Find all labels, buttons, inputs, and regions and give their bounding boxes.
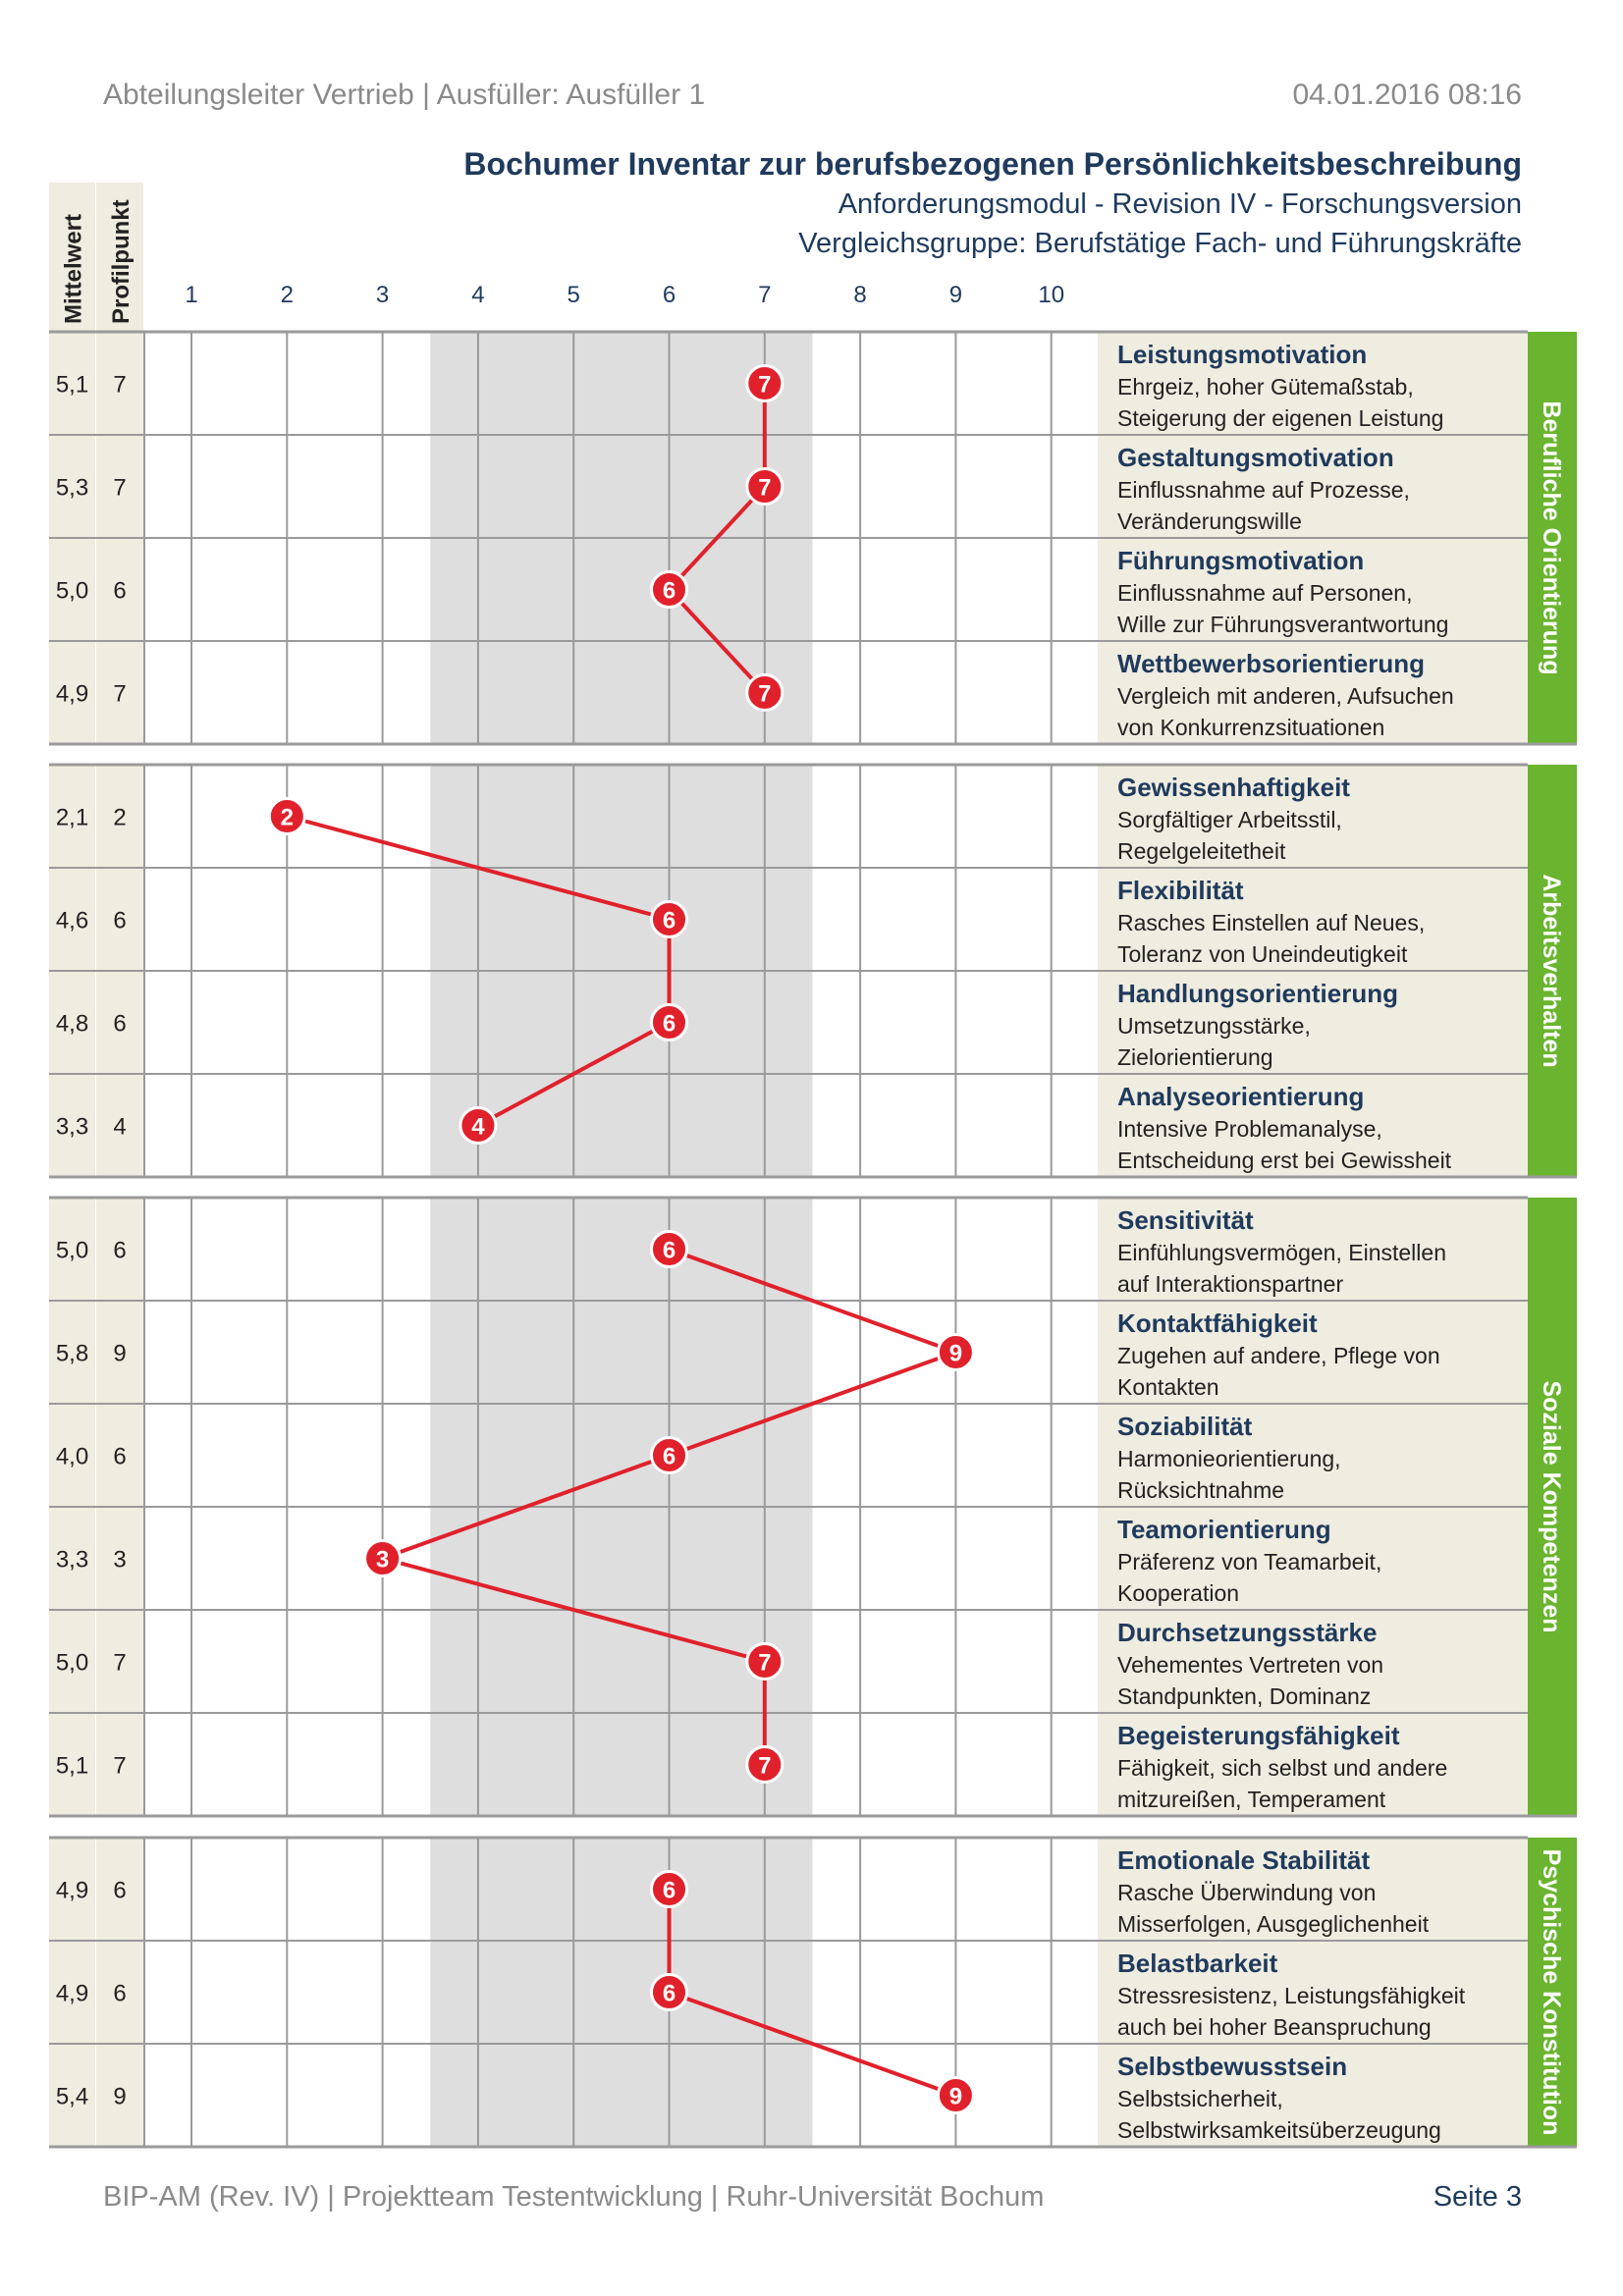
profile-value: 7: [113, 371, 127, 399]
scale-tick-label: 10: [1038, 282, 1065, 308]
mean-value: 5,0: [55, 1649, 89, 1677]
profile-value: 6: [113, 1443, 127, 1470]
scale-name: Handlungsorientierung: [1117, 979, 1398, 1008]
profile-value: 7: [113, 1752, 127, 1780]
scale-name: Analyseorientierung: [1117, 1082, 1365, 1111]
mean-value: 5,0: [55, 1237, 89, 1264]
scale-name: Sensitivität: [1117, 1205, 1254, 1235]
scale-name: Wettbewerbsorientierung: [1117, 649, 1426, 678]
profile-point-label: 7: [758, 1752, 772, 1780]
scale-description: Vehementes Vertreten von: [1117, 1652, 1384, 1678]
mean-value: 5,8: [55, 1340, 89, 1367]
profile-point-label: 6: [662, 1980, 676, 2007]
group-name: Berufliche Orientierung: [1538, 400, 1565, 675]
mean-value: 5,4: [55, 2083, 89, 2110]
scale-tick-label: 6: [662, 282, 676, 308]
profile-value: 9: [113, 2083, 127, 2110]
mean-value: 3,3: [55, 1113, 89, 1141]
profile-value: 6: [113, 907, 127, 934]
scale-tick-label: 8: [853, 282, 867, 308]
scale-description: Fähigkeit, sich selbst und andere: [1117, 1755, 1448, 1781]
mean-value: 5,1: [55, 1752, 89, 1780]
scale-description: auch bei hoher Beanspruchung: [1117, 2014, 1432, 2040]
profile-point-label: 3: [375, 1546, 390, 1574]
mean-value: 5,3: [55, 474, 89, 502]
group-berufliche-orientierung: [49, 332, 1577, 744]
scale-description: Standpunkten, Dominanz: [1117, 1683, 1372, 1709]
profile-point-label: 9: [948, 2083, 963, 2110]
scale-description: Einflussnahme auf Prozesse,: [1117, 477, 1410, 503]
mean-value: 4,6: [55, 907, 89, 934]
scale-description: Sorgfältiger Arbeitsstil,: [1117, 807, 1342, 832]
scale-description: Einflussnahme auf Personen,: [1117, 580, 1413, 606]
scale-description: Kontakten: [1117, 1374, 1219, 1400]
scale-description: Rasche Überwindung von: [1117, 1880, 1377, 1905]
profile-value: 6: [113, 1010, 127, 1038]
profile-value: 7: [113, 680, 127, 708]
profile-point-label: 7: [758, 1649, 772, 1677]
scale-tick-label: 9: [948, 282, 963, 308]
scale-description: auf Interaktionspartner: [1117, 1271, 1344, 1297]
scale-name: Durchsetzungsstärke: [1117, 1618, 1378, 1647]
mean-column-header: Mittelwert: [60, 213, 87, 324]
scale-tick-label: 1: [185, 282, 198, 308]
mean-value: 4,9: [55, 1877, 89, 1904]
scale-description: Stressresistenz, Leistungsfähigkeit: [1117, 1983, 1466, 2008]
scale-description: Steigerung der eigenen Leistung: [1117, 405, 1444, 431]
profile-point-label: 6: [662, 1443, 676, 1470]
scale-description: Wille zur Führungsverantwortung: [1117, 612, 1449, 637]
profile-value: 6: [113, 1980, 127, 2007]
scale-description: mitzureißen, Temperament: [1117, 1787, 1386, 1812]
profile-value: 6: [113, 1877, 127, 1904]
average-band: [430, 1838, 812, 2147]
scale-description: Einfühlungsvermögen, Einstellen: [1117, 1240, 1446, 1265]
scale-name: Gewissenhaftigkeit: [1117, 773, 1350, 802]
report-subtitle: Anforderungsmodul - Revision IV - Forschungsversion: [838, 188, 1522, 220]
profile-point-label: 6: [662, 1010, 676, 1038]
profile-value: 7: [113, 474, 127, 502]
profile-point-label: 6: [662, 577, 676, 605]
profile-value: 7: [113, 1649, 127, 1677]
scale-description: Zielorientierung: [1117, 1044, 1273, 1070]
comparison-group: Vergleichsgruppe: Berufstätige Fach- und Führungskräfte: [798, 228, 1522, 259]
profile-value: 6: [113, 1237, 127, 1264]
scale-description: Misserfolgen, Ausgeglichenheit: [1117, 1911, 1430, 1937]
profile-column-header: Profilpunkt: [108, 199, 135, 324]
mean-value: 4,0: [55, 1443, 89, 1470]
profile-point-label: 6: [662, 1877, 676, 1904]
scale-description: Ehrgeiz, hoher Gütemaßstab,: [1117, 374, 1414, 400]
profile-point-label: 7: [758, 474, 772, 502]
scale-description: Rücksichtnahme: [1117, 1477, 1285, 1503]
scale-name: Teamorientierung: [1117, 1515, 1331, 1544]
scale-description: Präferenz von Teamarbeit,: [1117, 1549, 1382, 1575]
scale-name: Flexibilität: [1117, 876, 1244, 905]
group-name: Soziale Kompetenzen: [1538, 1380, 1565, 1633]
mean-value: 5,1: [55, 371, 89, 399]
group-soziale-kompetenzen: [49, 1198, 1577, 1816]
scale-tick-label: 3: [375, 282, 390, 308]
scale-name: Begeisterungsfähigkeit: [1117, 1721, 1400, 1750]
scale-description: Harmonieorientierung,: [1117, 1446, 1341, 1471]
scale-name: Emotionale Stabilität: [1117, 1845, 1371, 1875]
scale-tick-label: 5: [567, 282, 580, 308]
mean-value: 4,8: [55, 1010, 89, 1038]
profile-value: 9: [113, 1340, 127, 1367]
profile-point-label: 4: [471, 1113, 485, 1141]
scale-name: Kontaktfähigkeit: [1117, 1308, 1318, 1338]
scale-description: von Konkurrenzsituationen: [1117, 715, 1385, 740]
group-name: Arbeitsverhalten: [1538, 874, 1565, 1068]
mean-value: 2,1: [55, 804, 89, 831]
group-psychische-konstitution: [49, 1838, 1577, 2147]
profile-point-label: 6: [662, 907, 676, 934]
scale-name: Leistungsmotivation: [1117, 340, 1368, 369]
profile-value: 2: [113, 804, 127, 831]
profile-value: 4: [113, 1113, 127, 1141]
profile-value: 6: [113, 577, 127, 605]
group-name: Psychische Konstitution: [1538, 1848, 1565, 2136]
scale-name: Selbstbewusstsein: [1117, 2052, 1348, 2081]
mean-value: 5,0: [55, 577, 89, 605]
profile-point-label: 2: [280, 804, 294, 831]
profile-point-label: 7: [758, 680, 772, 708]
scale-description: Selbstwirksamkeitsüberzeugung: [1117, 2117, 1441, 2143]
scale-description: Veränderungswille: [1117, 508, 1302, 534]
scale-description: Rasches Einstellen auf Neues,: [1117, 910, 1426, 935]
scale-description: Intensive Problemanalyse,: [1117, 1116, 1382, 1142]
scale-name: Führungsmotivation: [1117, 546, 1365, 575]
report-title: Bochumer Inventar zur berufsbezogenen Persönlichkeitsbeschreibung: [463, 146, 1522, 182]
header-date: 04.01.2016 08:16: [1292, 79, 1522, 111]
scale-tick-label: 7: [758, 282, 772, 308]
profile-value: 3: [113, 1546, 127, 1574]
scale-description: Entscheidung erst bei Gewissheit: [1117, 1148, 1452, 1173]
profile-point-label: 7: [758, 371, 772, 399]
group-arbeitsverhalten: [49, 765, 1577, 1177]
scale-description: Vergleich mit anderen, Aufsuchen: [1117, 683, 1454, 709]
profile-point-label: 9: [948, 1340, 963, 1367]
header-left: Abteilungsleiter Vertrieb | Ausfüller: Ausfüller 1: [103, 79, 706, 111]
scale-description: Selbstsicherheit,: [1117, 2086, 1283, 2111]
scale-description: Toleranz von Uneindeutigkeit: [1117, 941, 1408, 967]
scale-description: Zugehen auf andere, Pflege von: [1117, 1343, 1440, 1368]
scale-description: Umsetzungsstärke,: [1117, 1013, 1311, 1039]
scale-name: Belastbarkeit: [1117, 1949, 1278, 1978]
page-number: Seite 3: [1433, 2181, 1522, 2213]
scale-description: Kooperation: [1117, 1580, 1240, 1606]
mean-value: 4,9: [55, 1980, 89, 2007]
scale-description: Regelgeleitetheit: [1117, 838, 1286, 864]
scale-name: Soziabilität: [1117, 1412, 1253, 1441]
profile-point-label: 6: [662, 1237, 676, 1264]
scale-tick-label: 4: [471, 282, 485, 308]
mean-value: 4,9: [55, 680, 89, 708]
scale-tick-label: 2: [280, 282, 294, 308]
footer-left: BIP-AM (Rev. IV) | Projektteam Testentwicklung | Ruhr-Universität Bochum: [103, 2181, 1045, 2213]
mean-value: 3,3: [55, 1546, 89, 1574]
scale-name: Gestaltungsmotivation: [1117, 443, 1394, 472]
